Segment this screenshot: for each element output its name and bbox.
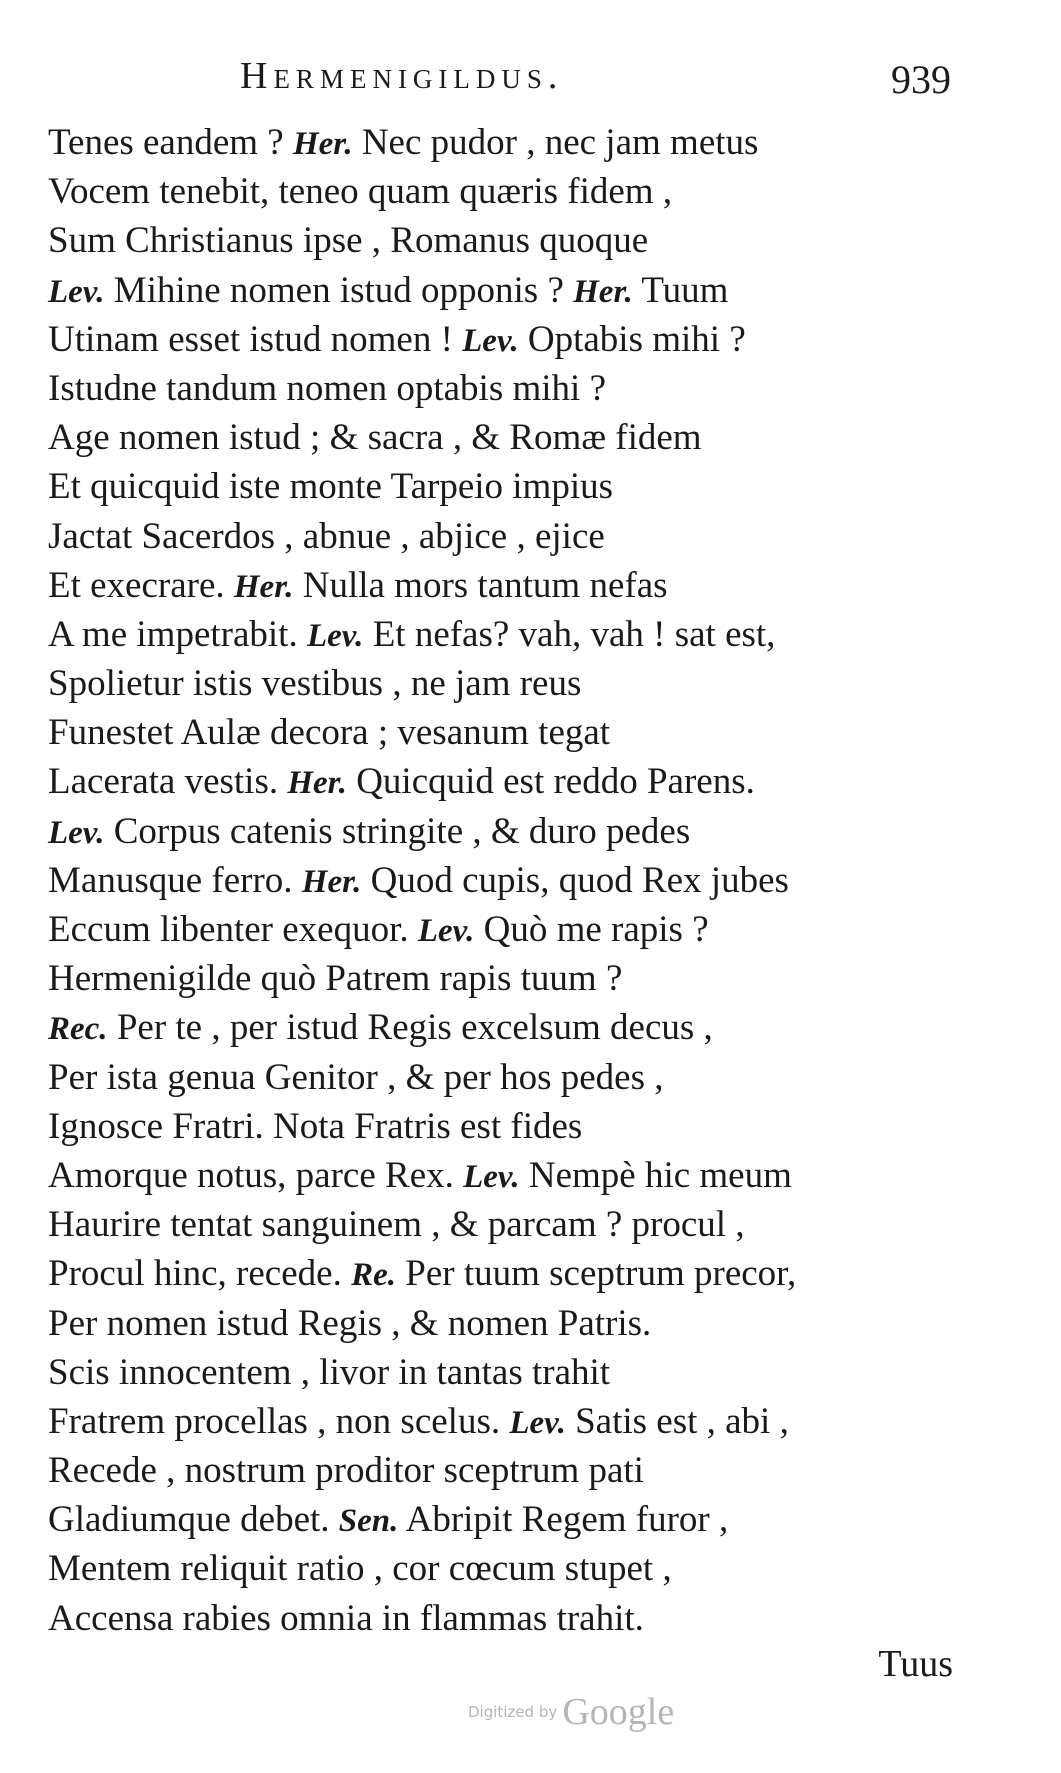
verse-line [48, 954, 968, 1003]
verse-text-segment: Mihine nomen istud opponis ? [104, 269, 574, 311]
verse-line [48, 1348, 968, 1397]
verse-text-segment: Recede , nostrum proditor sceptrum pati [48, 1450, 644, 1492]
google-logo: Google [562, 1691, 675, 1733]
verse-text-segment: Corpus catenis stringite , & duro pedes [104, 810, 691, 852]
speaker-label: Lev. [48, 273, 105, 310]
verse-line [48, 266, 968, 315]
speaker-label: Her. [287, 765, 347, 802]
verse-text-segment: Vocem tenebit, teneo quam quæris fidem , [48, 171, 673, 213]
speaker-label: Lev. [509, 1404, 566, 1441]
verse-line [48, 364, 968, 413]
verse-line [48, 1397, 968, 1446]
verse-text-segment: Sum Christianus ipse , Romanus quoque [48, 220, 649, 262]
verse-line [48, 315, 968, 364]
verse-text-segment: Abripit Regem furor , [398, 1499, 729, 1541]
verse-line [48, 807, 968, 856]
verse-text-segment: Hermenigilde quò Patrem rapis tuum ? [48, 958, 623, 1000]
verse-line [48, 118, 968, 167]
verse-text-segment: Spolietur istis vestibus , ne jam reus [48, 663, 582, 705]
speaker-label: Her. [233, 568, 294, 605]
digitization-watermark [468, 1690, 674, 1734]
verse-text-segment: Quod cupis, quod Rex jubes [361, 859, 789, 901]
verse-text-segment: Quicquid est reddo Parens. [346, 761, 755, 803]
verse-text-segment: Satis est , abi , [565, 1400, 789, 1442]
verse-text-segment: Nec pudor , nec jam metus [352, 122, 759, 163]
catchword: Tuus [878, 1643, 953, 1685]
verse-text-segment: Et quicquid iste monte Tarpeio impius [48, 466, 614, 508]
verse-text-segment: Eccum libenter exequor. [48, 909, 418, 950]
verse-line [48, 1495, 968, 1544]
verse-text-segment: Age nomen istud ; & sacra , & Romæ fidem [48, 417, 702, 459]
verse-line [48, 1299, 968, 1348]
verse-text-segment: Quò me rapis ? [474, 909, 709, 950]
verse-text-segment: Per nomen istud Regis , & nomen Patris. [48, 1302, 652, 1344]
speaker-label: Sen. [338, 1503, 399, 1540]
verse-text-segment: A me impetrabit. [48, 613, 307, 655]
verse-line [48, 1446, 968, 1495]
speaker-label: Lev. [48, 814, 105, 851]
verse-text-segment: Et nefas? vah, vah ! sat est, [363, 613, 776, 655]
speaker-label: Her. [573, 273, 633, 310]
verse-text-segment: Optabis mihi ? [518, 318, 746, 360]
verse-text-segment: Istudne tandum nomen optabis mihi ? [48, 367, 606, 409]
verse-text-segment: Utinam esset istud nomen ! [48, 318, 463, 360]
verse-text-segment: Ignosce Fratri. Nota Fratris est fides [48, 1105, 583, 1147]
verse-line [48, 1151, 968, 1200]
verse-text-segment: Nempè hic meum [519, 1154, 792, 1196]
verse-text-segment: Manusque ferro. [48, 859, 302, 901]
speaker-label: Lev. [463, 1158, 520, 1195]
verse-text-segment: Per tuum sceptrum precor, [396, 1253, 797, 1295]
verse-text-segment: Accensa rabies omnia in flammas trahit. [48, 1597, 644, 1639]
verse-line [48, 1249, 968, 1298]
verse-text-segment: Per ista genua Genitor , & per hos pedes , [48, 1056, 664, 1098]
speaker-label: Her. [301, 863, 362, 900]
verse-text-segment: Tuum [632, 269, 729, 311]
verse-line [48, 1003, 968, 1052]
verse-line [48, 167, 968, 216]
verse-line [48, 1544, 968, 1593]
verse-line [48, 1102, 968, 1151]
verse-line [48, 856, 968, 905]
speaker-label: Lev. [462, 322, 519, 359]
verse-text-segment: Fratrem procellas , non scelus. [48, 1400, 510, 1442]
verse-line [48, 1594, 968, 1643]
verse-line [48, 659, 968, 708]
verse-text-segment: Scis innocentem , livor in tantas trahit [48, 1351, 611, 1393]
verse-line [48, 413, 968, 462]
verse-text-segment: Funestet Aulæ decora ; vesanum tegat [48, 712, 611, 754]
verse-text-segment: Tenes eandem ? [48, 122, 293, 163]
verse-text-segment: Gladiumque debet. [48, 1499, 339, 1541]
verse-line [48, 708, 968, 757]
verse-text [48, 118, 968, 1643]
verse-text-segment: Nulla mors tantum nefas [293, 564, 668, 606]
verse-text-segment: Jactat Sacerdos , abnue , abjice , ejice [48, 515, 605, 557]
speaker-label: Rec. [48, 1011, 108, 1048]
verse-text-segment: Lacerata vestis. [48, 761, 288, 803]
verse-line [48, 216, 968, 265]
verse-line [48, 757, 968, 806]
verse-line [48, 905, 968, 954]
verse-line [48, 462, 968, 511]
speaker-label: Re. [351, 1257, 396, 1294]
speaker-label: Lev. [306, 617, 364, 654]
running-title: Hermenigildus. [240, 55, 564, 97]
verse-line [48, 1053, 968, 1102]
verse-text-segment: Haurire tentat sanguinem , & parcam ? procul , [48, 1204, 745, 1246]
watermark-text: Digitized by [468, 1703, 558, 1721]
verse-text-segment: Mentem reliquit ratio , cor cœcum stupet , [48, 1548, 672, 1590]
verse-text-segment: Per te , per istud Regis excelsum decus , [107, 1007, 713, 1049]
verse-line [48, 512, 968, 561]
speaker-label: Her. [292, 126, 353, 162]
verse-line [48, 561, 968, 610]
speaker-label: Lev. [417, 913, 475, 949]
verse-line [48, 1200, 968, 1249]
verse-text-segment: Procul hinc, recede. [48, 1253, 352, 1295]
verse-text-segment: Amorque notus, parce Rex. [48, 1154, 464, 1196]
verse-text-segment: Et execrare. [48, 564, 234, 606]
page-number: 939 [891, 57, 951, 102]
verse-line [48, 610, 968, 659]
